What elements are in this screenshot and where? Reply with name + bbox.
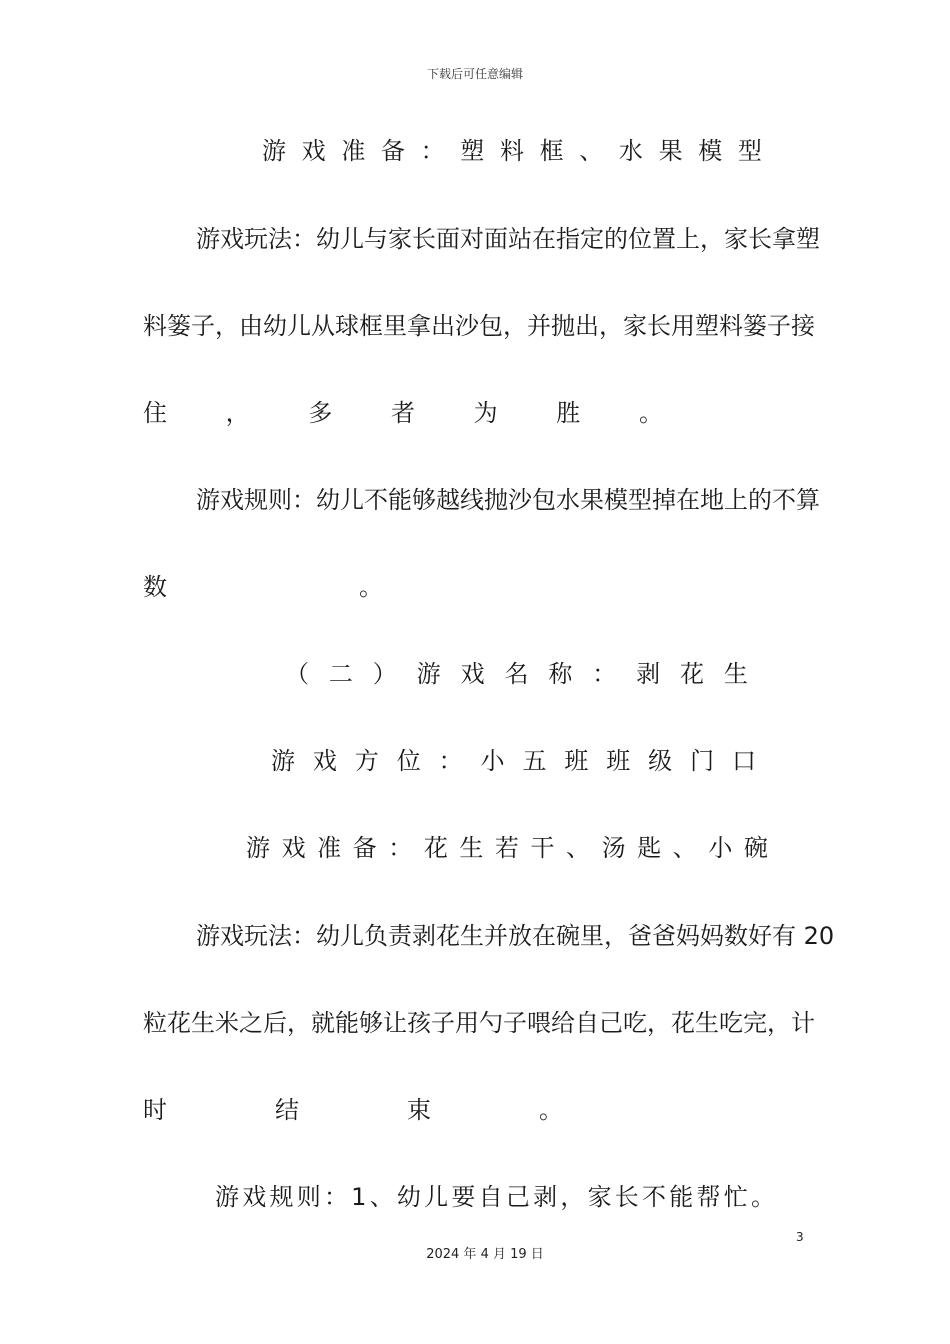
page-number: 3: [796, 1230, 804, 1244]
glyph: 剥: [533, 1183, 558, 1211]
footer-date: 2024 年 4 月 19 日: [426, 1247, 544, 1262]
glyph: 二: [328, 660, 353, 688]
glyph: 1: [351, 1183, 367, 1211]
glyph: 剥: [636, 660, 661, 688]
play-rule-1-line-1: 游戏玩法：幼儿与家长面对面站在指定的位置上，家长拿塑: [196, 225, 820, 253]
glyph: 则: [296, 1183, 321, 1211]
play-rule-2-line-1: 游戏玩法：幼儿负责剥花生并放在碗里，爸爸妈妈数好有 20: [196, 922, 835, 950]
glyph: 游: [215, 1183, 239, 1211]
glyph: 级: [648, 747, 673, 775]
glyph: 口: [731, 747, 756, 775]
glyph: 小: [480, 747, 505, 775]
glyph: 方: [354, 747, 379, 775]
glyph: 束: [407, 1096, 431, 1124]
glyph: 要: [451, 1183, 476, 1211]
glyph: 。: [359, 573, 383, 601]
prep-line-1: [262, 136, 762, 166]
play-rule-2-line-2: 粒花生米之后，就能够让孩子用勺子喂给自己吃，花生吃完，计: [143, 1009, 815, 1037]
glyph: ，: [560, 1183, 585, 1211]
glyph: 戏: [460, 660, 485, 688]
glyph: 班: [564, 747, 589, 775]
glyph: 框: [539, 137, 564, 165]
glyph: 儿: [424, 1183, 449, 1211]
game-rule-1-line-2: [143, 572, 383, 602]
game-2-prep: [246, 833, 768, 863]
glyph: 、: [566, 834, 591, 862]
glyph: 游: [416, 660, 441, 688]
glyph: 游: [262, 137, 286, 165]
page-header: 下载后可任意编辑: [426, 67, 523, 81]
play-rule-1-line-3: [143, 398, 663, 428]
glyph: ：: [420, 137, 445, 165]
glyph: 生: [723, 660, 748, 688]
glyph: 生: [459, 834, 484, 862]
glyph: 称: [548, 660, 573, 688]
glyph: 戏: [301, 137, 326, 165]
play-rule-1-line-2: 料篓子，由幼儿从球框里拿出沙包，并抛出，家长用塑料篓子接: [143, 312, 815, 340]
glyph: 位: [396, 747, 421, 775]
glyph: 者: [390, 399, 415, 427]
glyph: ）: [372, 660, 397, 688]
glyph: 住: [143, 399, 167, 427]
glyph: 己: [505, 1183, 530, 1211]
glyph: 碗: [743, 834, 768, 862]
glyph: 花: [423, 834, 448, 862]
glyph: 汤: [601, 834, 626, 862]
glyph: 游: [246, 834, 270, 862]
glyph: 果: [658, 137, 683, 165]
glyph: 准: [341, 137, 366, 165]
glyph: 时: [143, 1096, 167, 1124]
glyph: 戏: [312, 747, 337, 775]
glyph: 水: [618, 137, 643, 165]
glyph: 幼: [396, 1183, 421, 1211]
glyph: （: [285, 660, 309, 688]
glyph: 名: [504, 660, 529, 688]
glyph: 戏: [281, 834, 306, 862]
glyph: 五: [522, 747, 547, 775]
glyph: 、: [579, 137, 604, 165]
glyph: 规: [269, 1183, 294, 1211]
glyph: ：: [592, 660, 617, 688]
glyph: 小: [708, 834, 733, 862]
glyph: 料: [499, 137, 524, 165]
glyph: 干: [530, 834, 555, 862]
glyph: 忙: [723, 1183, 748, 1211]
glyph: 长: [614, 1183, 639, 1211]
glyph: 。: [750, 1183, 775, 1211]
glyph: 多: [308, 399, 333, 427]
glyph: 型: [737, 137, 762, 165]
game-2-name: [285, 659, 748, 689]
glyph: 帮: [696, 1183, 721, 1211]
glyph: 门: [690, 747, 715, 775]
glyph: 不: [642, 1183, 667, 1211]
glyph: 数: [143, 573, 167, 601]
glyph: 结: [275, 1096, 299, 1124]
game-2-place: [271, 746, 756, 776]
glyph: 模: [698, 137, 723, 165]
glyph: 游: [271, 747, 295, 775]
glyph: 备: [352, 834, 377, 862]
game-rule-2-line-1: [215, 1182, 775, 1212]
glyph: 。: [539, 1096, 563, 1124]
game-rule-1-line-1: 游戏规则：幼儿不能够越线抛沙包水果模型掉在地上的不算: [196, 486, 820, 514]
glyph: ，: [225, 399, 250, 427]
glyph: 家: [587, 1183, 612, 1211]
glyph: ：: [388, 834, 413, 862]
glyph: ：: [438, 747, 463, 775]
glyph: 为: [473, 399, 498, 427]
glyph: 若: [494, 834, 519, 862]
play-rule-2-line-3: [143, 1095, 563, 1125]
glyph: 、: [369, 1183, 394, 1211]
glyph: 备: [380, 137, 405, 165]
glyph: 班: [606, 747, 631, 775]
glyph: 能: [669, 1183, 694, 1211]
glyph: 花: [680, 660, 705, 688]
glyph: 准: [317, 834, 342, 862]
glyph: ：: [323, 1183, 348, 1211]
glyph: 匙: [637, 834, 662, 862]
glyph: 戏: [242, 1183, 267, 1211]
glyph: 、: [672, 834, 697, 862]
glyph: 胜: [556, 399, 581, 427]
glyph: 自: [478, 1183, 503, 1211]
glyph: 。: [638, 399, 663, 427]
glyph: 塑: [460, 137, 485, 165]
